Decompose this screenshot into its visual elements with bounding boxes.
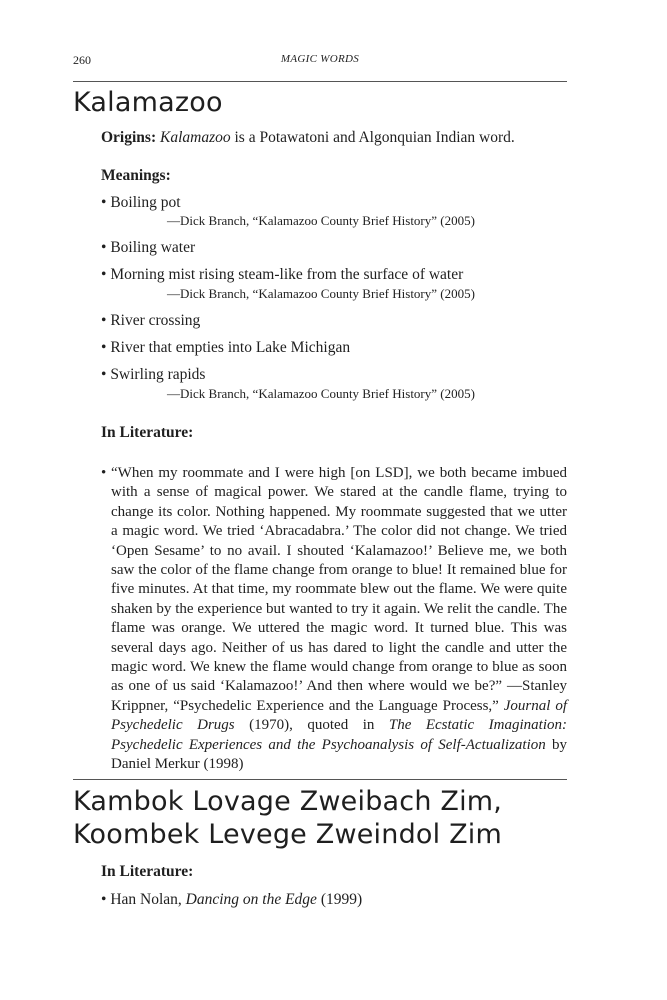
header-rule bbox=[73, 81, 567, 82]
origins-line bbox=[101, 129, 515, 147]
work-title: Dancing on the Edge bbox=[185, 891, 317, 908]
meaning-citation: —Dick Branch, “Kalamazoo County Brief History” (2005) bbox=[167, 386, 475, 401]
entry-title-kalamazoo: Kalamazoo bbox=[73, 87, 223, 118]
meaning-item: • Swirling rapids bbox=[101, 366, 206, 383]
meaning-citation: —Dick Branch, “Kalamazoo County Brief History” (2005) bbox=[167, 213, 475, 228]
entry-title-kambok-line2: Koombek Levege Zweindol Zim bbox=[73, 819, 503, 850]
literature-item: • Han Nolan, Dancing on the Edge (1999) bbox=[101, 891, 363, 908]
entry-title-kambok-line1: Kambok Lovage Zweibach Zim, bbox=[73, 786, 503, 817]
journal-title: Journal of Psychedelic Drugs bbox=[111, 697, 567, 734]
meaning-item: • Morning mist rising steam-like from the surface of water bbox=[101, 266, 464, 283]
meaning-item: • Boiling water bbox=[101, 239, 196, 256]
book-title: The Ecstatic Imagination: Psychedelic Experiences and the Psychoanalysis of Self-Actualization bbox=[111, 717, 567, 753]
meaning-citation: —Dick Branch, “Kalamazoo County Brief History” (2005) bbox=[167, 286, 475, 301]
meanings-heading: Meanings: bbox=[101, 167, 171, 184]
origins-text: is a Potawatoni and Algonquian Indian word. bbox=[230, 129, 515, 146]
running-head bbox=[73, 53, 567, 71]
quote-bullet: • bbox=[101, 465, 107, 481]
section-rule bbox=[73, 779, 567, 780]
running-head-title: MAGIC WORDS bbox=[280, 53, 360, 65]
literature-quote bbox=[101, 464, 567, 775]
origins-word: Kalamazoo bbox=[160, 129, 231, 146]
meaning-item: • Boiling pot bbox=[101, 194, 181, 211]
meaning-item: • River crossing bbox=[101, 312, 201, 329]
literature-heading: In Literature: bbox=[101, 424, 194, 441]
meaning-item: • River that empties into Lake Michigan bbox=[101, 339, 351, 356]
page-number: 260 bbox=[73, 53, 91, 67]
literature-heading: In Literature: bbox=[101, 863, 194, 880]
origins-label: Origins: bbox=[101, 129, 157, 146]
quote-body: “When my roommate and I were high [on LSD], we both became imbued with a sense of magical power. We stared at the candle flame, trying to change its color. Nothing happened. My roommate suggested that we utter a magic word. We tried ‘Abracadabra.’ The color did not change. We tried ‘Open Sesame’ to no avail. I shouted ‘Kalamazoo!’ Believe me, we both saw the color of the flame change from orange to blue! It remained blue for five minutes. At that time, my roommate blew out the flame. We were quite shaken by the experience but wanted to try it again. We relit the candle. The flame was orange. We uttered the magic word. It turned blue. This was several days ago. Neither of us has dared to light the candle and utter the magic word. We knew the flame would change from orange to blue as soon as one of us said ‘Kalamazoo!’ And then where would we be?” —Stanley Krippner, “Psychedelic Experience and the Language Process,” Journal of Psychedelic Drugs (1970), quoted in The Ecstatic Imagination: Psychedelic Experiences and the Psychoanalysis of Self-Actualization by Daniel Merkur (1998) bbox=[111, 465, 567, 773]
